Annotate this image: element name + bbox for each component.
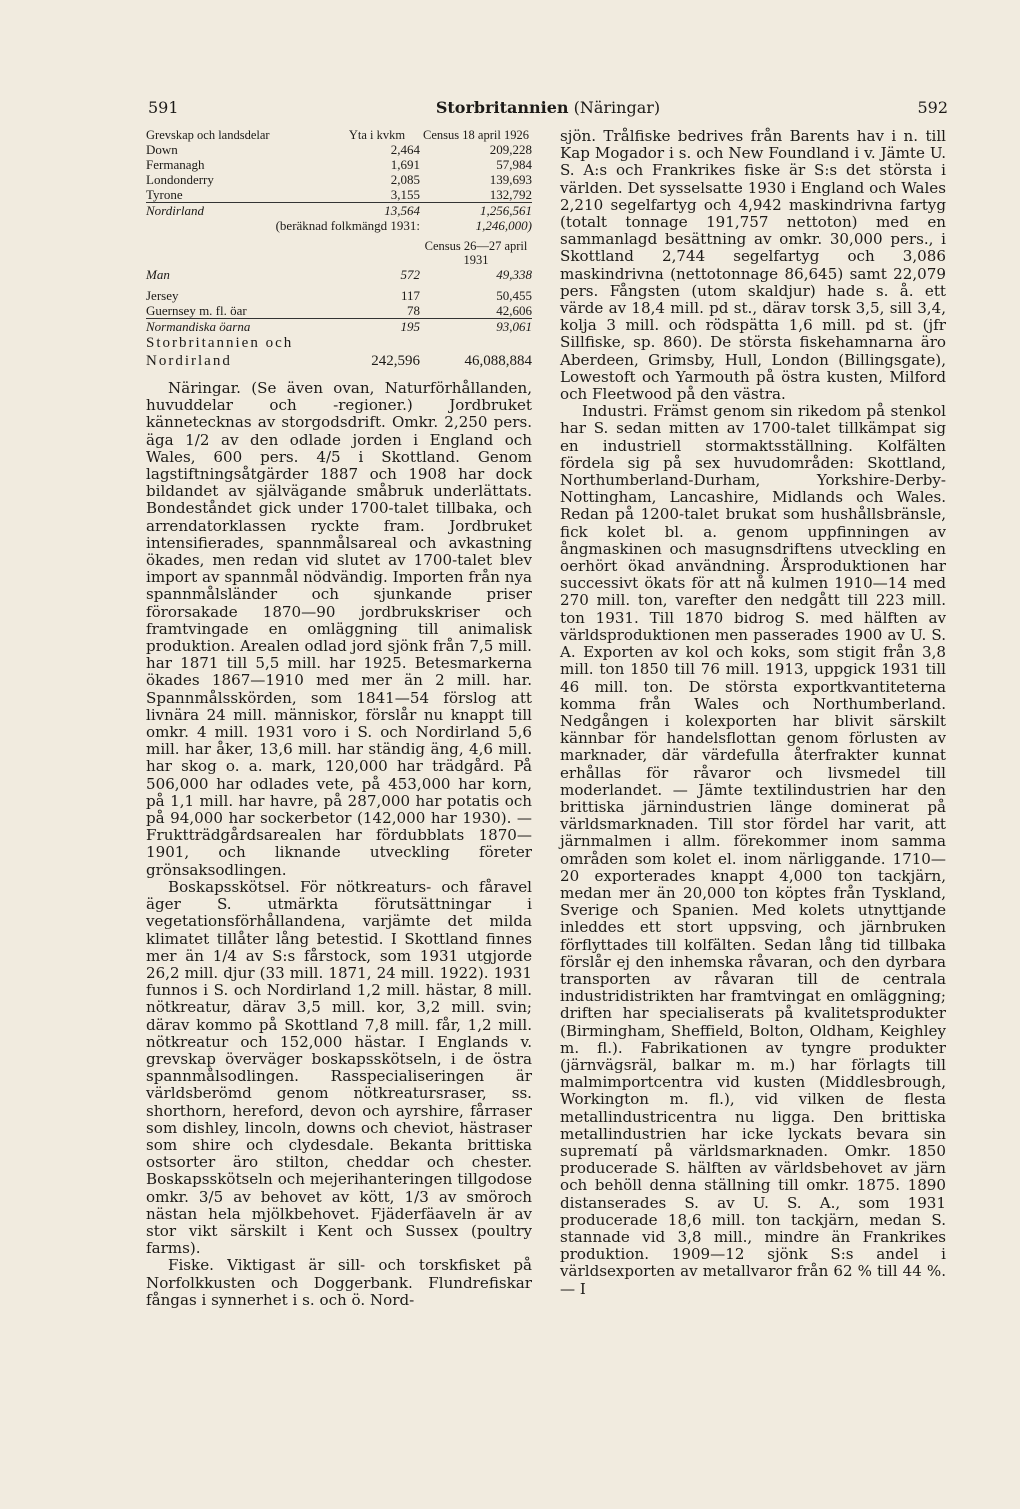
table-row: Fermanagh 1,691 57,984 [146, 157, 532, 172]
table-header-row-2 [146, 233, 532, 267]
table-row: Man 572 49,338 [146, 267, 532, 282]
paragraph-industri: Industri. Främst genom sin rikedom på stenkol har S. sedan mitten av 1700-talet tillkämpat sig en industriell stormaktsställning. Kolfälten fördela sig på sex huvudområden: Skottland, Northumberland-Durham, Yorkshire-Derby-Nottingham, Lancashire, Midlands och Wales. Redan på 1200-talet brukat som hushållsbränsle, fick kolet bl. a. genom uppfinningen av ångmaskinen och masugnsdriftens utveckling en oerhört ökad användning. Årsproduktionen har successivt ökats för att nå kulmen 1910—14 med 270 mill. ton, varefter den nedgått till 223 mill. ton 1931. Till 1870 bidrog S. med hälften av världsproduktionen men passerades 1900 av U. S. A. Exporten av kol och koks, som stigit från 3,8 mill. ton 1850 till 76 mill. 1913, uppgick 1931 till 46 mill. ton. De största exportkvantiteterna komma från Wales och Northumberland. Nedgången i kolexporten har blivit särskilt kännbar för handelsflottan genom förlusten av marknader, där värdefulla återfrakter kunnat erhållas för råvaror och livsmedel till moderlandet. — Jämte textilindustrien har den brittiska järnindustrien länge dominerat på världsmarknaden. Till stor fördel har varit, att järnmalmen i allm. förekommer inom samma områden som kolet el. inom närliggande. 1710—20 exporterades knappt 4,000 ton tackjärn, medan mer än 20,000 ton köptes från Tyskland, Sverige och Spanien. Med kolets utnyttjande inleddes ett stort uppsving, och järnbruken förflyttades till kolfälten. Sedan lång tid tillbaka förslår ej den inhemska råvaran, och den dyrbara transporten av råvaran till de centrala industridistrikten har framtvingat en omläggning; driften har specialiserats på kvalitetsprodukter (Birmingham, Sheffield, Bolton, Oldham, Keighley m. fl.). Fabrikationen av tyngre produkter (järnvägsräl, balkar m. m.) har förlagts till malmimportcentra vid kusten (Middlesbrough, Workington m. fl.), vid vilken de flesta metallindustricentra nu ligga. Den brittiska metallindustrien har icke lyckats bevara sin suprematí på världsmarknaden. Omkr. 1850 producerade S. hälften av världsbehovet av järn och behöll denna ställning till omkr. 1875. 1890 distanserades S. av U. S. A., som 1931 producerade 18,6 mill. ton tackjärn, medan S. stannade vid 3,8 mill., mindre än Frankrikes produktion. 1909—12 sjönk S:s andel i världsexporten av metallvaror från 62 % till 44 %. — I [560, 402, 946, 1298]
table-row: Tyrone 3,155 132,792 [146, 187, 532, 202]
table-row: Down 2,464 209,228 [146, 142, 532, 157]
table-row: Jersey 117 50,455 [146, 288, 532, 303]
right-column [560, 128, 946, 1298]
paragraph-fiske: Fiske. Viktigast är sill- och torskfisket på Norfolkkusten och Doggerbank. Flundrefiskar fångas i synnerhet i s. och ö. Nord- [146, 1256, 532, 1309]
page-header [148, 98, 948, 120]
population-table [146, 128, 532, 370]
table-total-row: Storbritannien och [146, 335, 294, 351]
running-title-rest: (Näringar) [573, 98, 661, 117]
col-head-region: Grevskap och landsdelar [146, 128, 270, 142]
paragraph-naringar: Näringar. (Se även ovan, Naturförhållanden, huvuddelar och -regioner.) Jordbruket kännetecknas av storgodsdrift. Omkr. 2,250 pers. äga 1/2 av den odlade jorden i England och Wales, 600 pers. 4/5 i Skottland. Genom lagstiftningsåtgärder 1887 och 1908 har dock bildandet av självägande småbruk underlättats. Bondeståndet gick under 1700-talet tillbaka, och arrendatorklassen ryckte fram. Jordbruket intensifierades, spannmålsareal och avkastning ökades, men redan vid slutet av 1700-talet blev import av spannmål nödvändig. Importen från nya spannmålsländer och sjunkande priser förorsakade 1870—90 jordbrukskriser och framtvingade en omläggning till animalisk produktion. Arealen odlad jord sjönk från 7,5 mill. har 1871 till 5,5 mill. har 1925. Betesmarkerna ökades 1867—1910 med mer än 2 mill. har. Spannmålsskörden, som 1841—54 förslog att livnära 24 mill. människor, förslår nu knappt till omkr. 4 mill. 1931 voro i S. och Nordirland 5,6 mill. har åker, 13,6 mill. har ständig äng, 4,6 mill. har skog o. a. mark, 120,000 har trädgård. På 506,000 har odlades vete, på 453,000 har korn, på 1,1 mill. har havre, på 287,000 har potatis och på 94,000 har sockerbetor (142,000 har 1930). — Fruktträdgårdsarealen har fördubblats 1870—1901, och liknande utveckling företer grönsaksodlingen. [146, 379, 532, 879]
col-head-census: Census 18 april 1926 [423, 128, 529, 142]
table-row: Londonderry 2,085 139,693 [146, 172, 532, 187]
col-head-area: Yta i kvkm [348, 128, 406, 142]
table-total-row-2: Nordirland 242,596 46,088,884 [146, 353, 532, 369]
paragraph-fiske-cont: sjön. Trålfiske bedrives från Barents hav i n. till Kap Mogador i s. och New Foundland i v. Jämte U. S. A:s och Frankrikes fiske är S:s det största i världen. Det sysselsatte 1930 i England och Wales 2,210 segelfartyg och 4,942 maskindrivna fartyg (totalt tonnage 191,757 nettoton) med en sammanlagd besättning av omkr. 30,000 pers., i Skottland 2,744 segelfartyg och 3,086 maskindrivna (nettotonnage 86,645) samt 22,079 pers. Fångsten (utom skaldjur) hade s. å. ett värde av 18,4 mill. pd st., därav torsk 3,5, sill 3,4, kolja 3 mill. och rödspätta 1,6 mill. pd st. (jfr Sillfiske, sp. 860). De största fiskehamnarna äro Aberdeen, Grimsby, Hull, London (Billingsgate), Lowestoft och Yarmouth på östra kusten, Milford och Fleetwood på den västra. [560, 127, 946, 404]
table-header-row [146, 128, 532, 142]
col-head-census-2: Census 26—27 april 1931 [424, 239, 528, 267]
running-title [148, 98, 948, 117]
table-row: Guernsey m. fl. öar 78 42,606 [146, 303, 532, 318]
page-number-left: 591 [148, 98, 179, 117]
paragraph-boskapsskotsel: Boskapsskötsel. För nötkreaturs- och fåravel äger S. utmärkta förutsättningar i vegetationsförhållandena, varjämte det milda klimatet tillåter lång betestid. I Skottland finnes mer än 1/4 av S:s fårstock, som 1931 utgjorde 26,2 mill. djur (33 mill. 1871, 24 mill. 1922). 1931 funnos i S. och Nordirland 1,2 mill. hästar, 8 mill. nötkreatur, därav 3,5 mill. kor, 3,2 mill. svin; därav kommo på Skottland 7,8 mill. får, 1,2 mill. nötkreatur och 152,000 hästar. I Englands v. grevskap överväger boskapsskötseln, i de östra spannmålsodlingen. Rasspecialiseringen är världsberömd genom nötkreatursraser, ss. shorthorn, hereford, devon och ayrshire, fårraser som dishley, lincoln, downs och cheviot, hästraser som shire och clydesdale. Bekanta brittiska ostsorter äro stilton, cheddar och chester. Boskapsskötseln och mejerihanteringen tillgodose omkr. 3/5 av behovet av kött, 1/3 av smöroch nästan hela mjölkbehovet. Fjäderfäaveln är av stor vikt särskilt i Kent och Sussex (poultry farms). [146, 877, 532, 1258]
table-note-row: (beräknad folkmängd 1931: 1,246,000) [275, 218, 532, 233]
running-title-bold: Storbritannien [435, 98, 569, 117]
table-subtotal-row: Normandiska öarna 195 93,061 [146, 319, 532, 334]
left-column [146, 128, 532, 1309]
table-subtotal-row: Nordirland 13,564 1,256,561 [146, 203, 532, 218]
page-number-right: 592 [917, 98, 948, 117]
